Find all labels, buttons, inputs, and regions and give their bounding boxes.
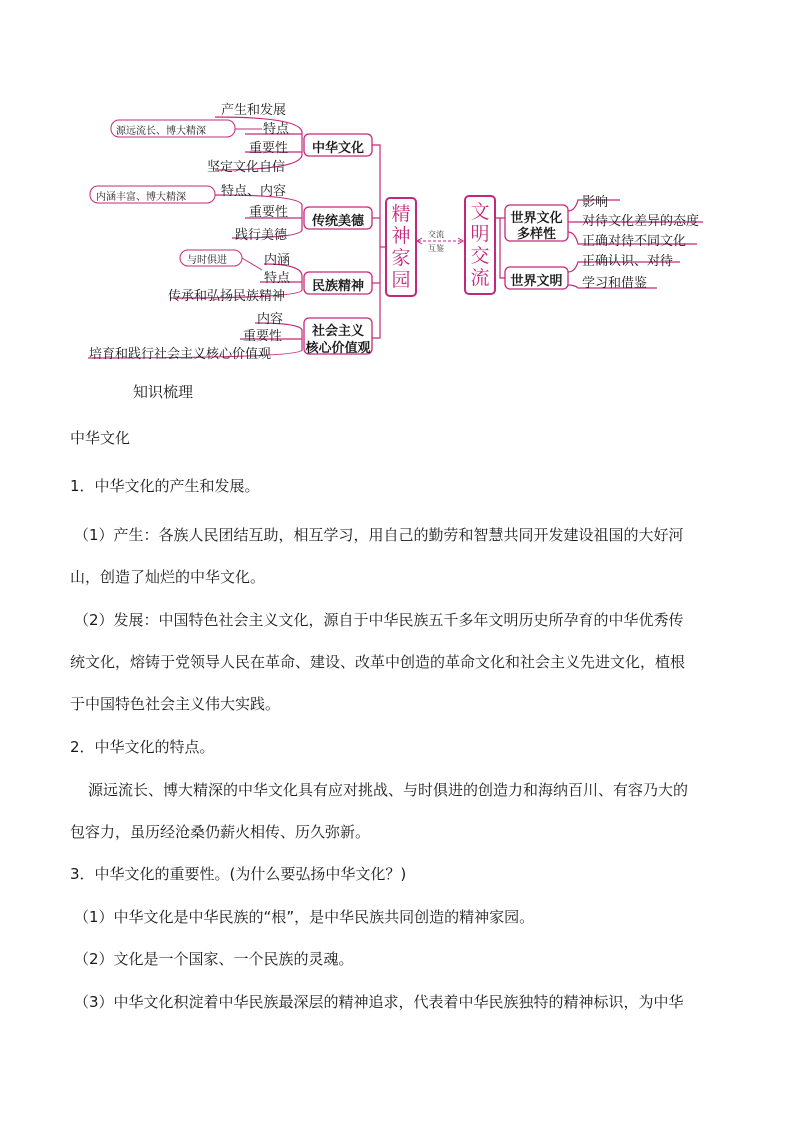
- doc-line: （1）产生：各族人民团结互助，相互学习，用自己的勤劳和智慧共同开发建设祖国的大好河: [74, 526, 684, 544]
- doc-line: 统文化，熔铸于党领导人民在革命、建设、改革中创造的革命文化和社会主义先进文化，植根: [70, 653, 686, 671]
- doc-line: 源远流长、博大精深的中华文化具有应对挑战、与时俱进的创造力和海纳百川、有容乃大的: [88, 781, 689, 799]
- branch-diversity-label-line1: 世界文化: [510, 211, 563, 226]
- link-bottom-label: 互鉴: [428, 244, 444, 253]
- spirit-item-connotation: 内涵: [264, 253, 291, 268]
- values-item-practice: 培育和践行社会主义核心价值观: [89, 347, 272, 362]
- branch-spirit-label: 民族精神: [311, 279, 364, 294]
- branch-culture-label: 中华文化: [311, 141, 364, 156]
- virtue-item-traits: 特点、内容: [221, 184, 287, 199]
- values-item-content: 内容: [257, 312, 284, 327]
- culture-note: 源远流长、博大精深: [116, 126, 206, 137]
- diversity-item-attitude: 对待文化差异的态度: [582, 214, 700, 229]
- branch-values-label-line1: 社会主义: [311, 324, 364, 339]
- diversity-item-correct: 正确对待不同文化: [582, 234, 687, 249]
- doc-line: 3．中华文化的重要性。(为什么要弘扬中华文化？): [70, 865, 407, 883]
- branch-diversity-label-line2: 多样性: [516, 227, 556, 242]
- branch-civilization-label: 世界文明: [510, 274, 563, 289]
- mindmap-labels: [0, 0, 794, 370]
- civilization-item-learn: 学习和借鉴: [582, 276, 648, 291]
- branch-values-label-line2: 核心价值观: [305, 341, 371, 356]
- spirit-note: 与时俱进: [187, 255, 227, 266]
- link-top-label: 交流: [428, 230, 444, 239]
- doc-line: 1．中华文化的产生和发展。: [70, 477, 260, 495]
- section-title: 中华文化: [70, 429, 131, 447]
- virtue-item-practice: 践行美德: [235, 228, 288, 243]
- spirit-item-traits: 特点: [264, 271, 291, 286]
- culture-item-traits: 特点: [263, 122, 290, 137]
- values-item-importance: 重要性: [243, 329, 283, 344]
- culture-item-importance: 重要性: [249, 141, 289, 156]
- spirit-item-carry: 传承和弘扬民族精神: [168, 289, 286, 304]
- virtue-note: 内涵丰富、博大精深: [96, 192, 186, 203]
- diversity-item-impact: 影响: [582, 195, 609, 210]
- civilization-item-recognize: 正确认识、对待: [582, 254, 674, 269]
- culture-item-confidence: 坚定文化自信: [207, 160, 286, 175]
- center-left-node: 精神家园: [391, 203, 411, 291]
- doc-line: 山，创造了灿烂的中华文化。: [70, 568, 266, 586]
- doc-line: 包容力，虽历经沧桑仍薪火相传、历久弥新。: [70, 823, 371, 841]
- virtue-item-importance: 重要性: [249, 205, 289, 220]
- doc-line: （3）中华文化积淀着中华民族最深层的精神追求，代表着中华民族独特的精神标识，为中华: [74, 993, 684, 1011]
- branch-virtue-label: 传统美德: [311, 214, 364, 229]
- doc-line: 2．中华文化的特点。: [70, 738, 215, 756]
- doc-heading: 知识梳理: [133, 383, 194, 401]
- center-right-node: 文明交流: [470, 201, 490, 289]
- doc-line: （1）中华文化是中华民族的“根”，是中华民族共同创造的精神家园。: [74, 908, 535, 926]
- doc-line: （2）发展：中国特色社会主义文化，源自于中华民族五千多年文明历史所孕育的中华优秀传: [74, 611, 684, 629]
- doc-line: 于中国特色社会主义伟大实践。: [70, 695, 281, 713]
- culture-item-origin: 产生和发展: [221, 103, 287, 118]
- doc-line: （2）文化是一个国家、一个民族的灵魂。: [74, 950, 354, 968]
